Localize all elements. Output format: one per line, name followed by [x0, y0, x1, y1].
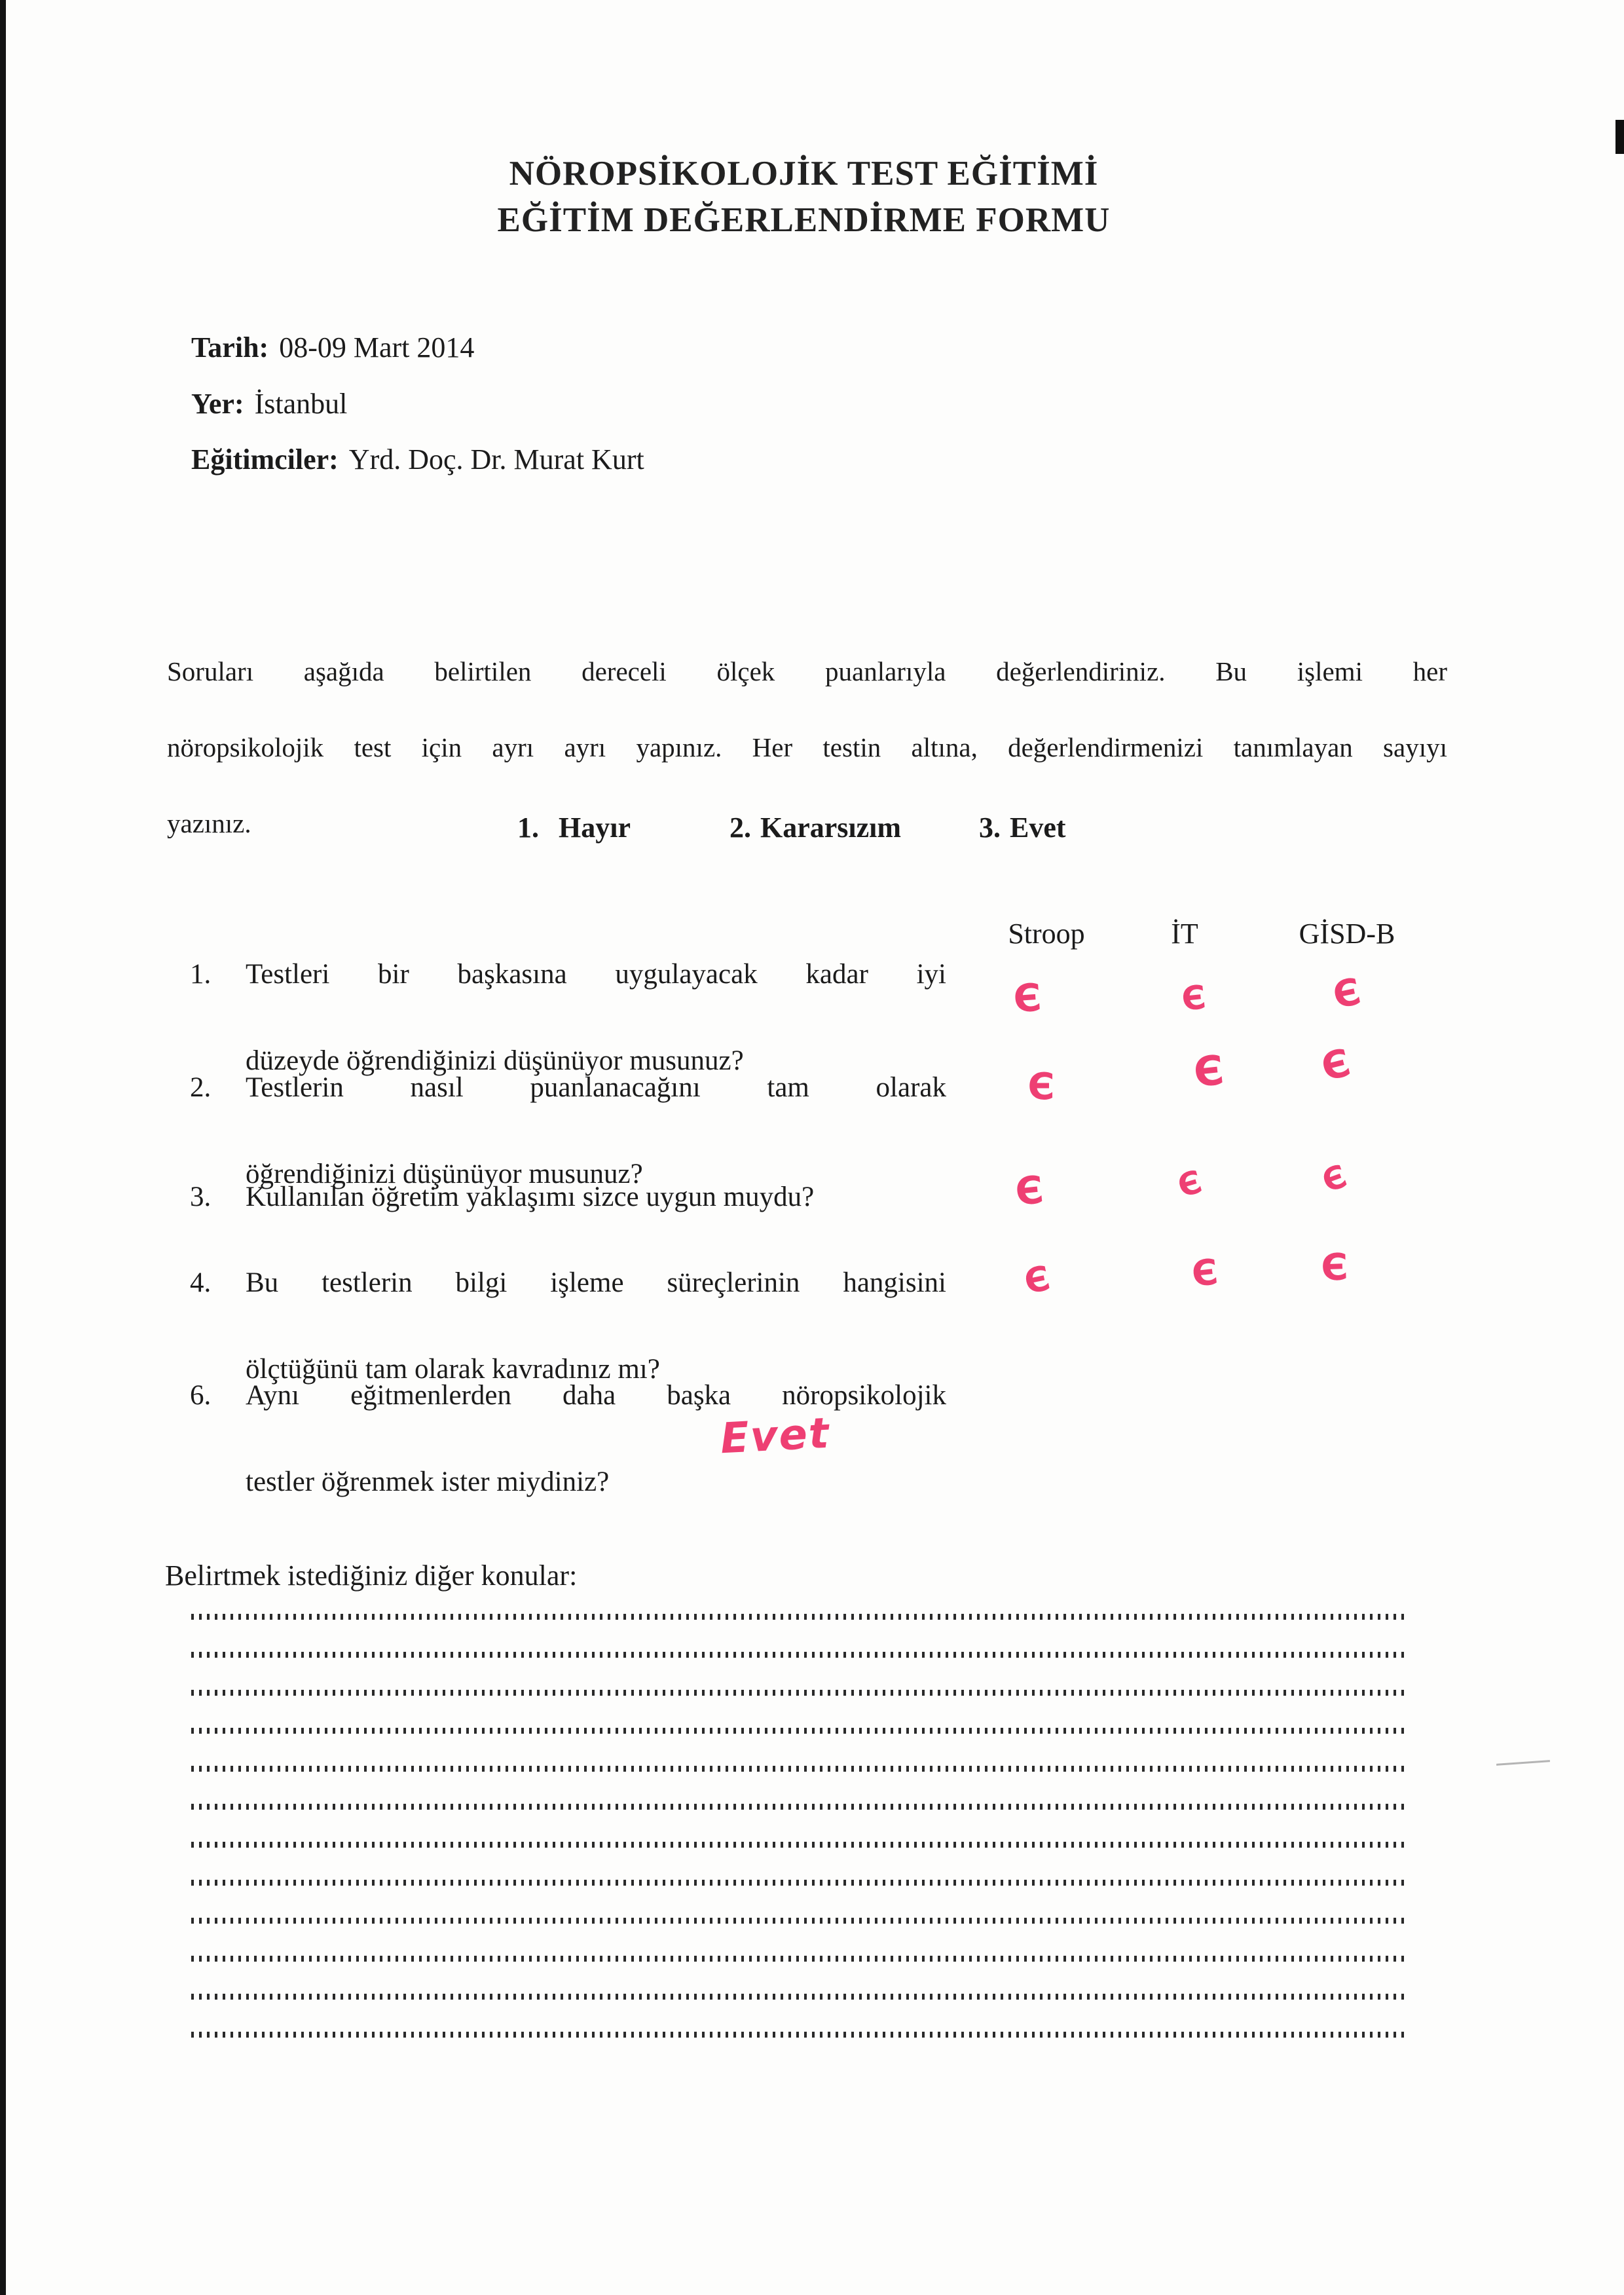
- handwritten-mark-q3-stroop: Є: [1013, 1166, 1046, 1215]
- instructions-line: Soruları aşağıda belirtilen dereceli ölçek puanlarıyla değerlendiriniz. Bu işlemi her: [167, 656, 1447, 686]
- column-header-gisdb: GİSD-B: [1299, 918, 1395, 950]
- handwritten-mark-q4-stroop: Є: [1021, 1258, 1054, 1303]
- question-item-4: [190, 1261, 950, 1391]
- dotted-line: [191, 1766, 1408, 1772]
- form-title: [0, 151, 1608, 244]
- dotted-line: [191, 1880, 1408, 1886]
- dotted-line: [191, 1956, 1408, 1962]
- trainers-value: Yrd. Doç. Dr. Murat Kurt: [348, 443, 644, 476]
- handwritten-mark-q2-stroop: Є: [1027, 1066, 1055, 1108]
- dotted-line: [191, 2032, 1408, 2038]
- place-value: İstanbul: [254, 388, 348, 420]
- question-text: Kullanılan öğretim yaklaşımı sizce uygun muydu?: [246, 1182, 815, 1212]
- scale-option-number: 3.: [979, 812, 1001, 844]
- question-number: 4.: [190, 1267, 212, 1298]
- handwritten-mark-q2-it: Є: [1191, 1045, 1227, 1097]
- column-header-stroop: Stroop: [1008, 918, 1085, 950]
- dotted-line: [191, 1690, 1408, 1696]
- scale-option-label: Hayır: [559, 812, 631, 844]
- question-item-3: [190, 1176, 950, 1219]
- meta-row-date: [191, 331, 474, 364]
- dotted-line: [191, 1994, 1408, 2000]
- scale-option-undecided: [729, 811, 901, 844]
- handwritten-mark-q1-stroop: Є: [1012, 975, 1043, 1022]
- form-title-line2: EĞİTİM DEĞERLENDİRME FORMU: [497, 201, 1111, 239]
- instructions-line: yazınız.: [167, 808, 251, 838]
- handwritten-mark-q1-gisdb: Є: [1329, 970, 1365, 1018]
- dotted-line: [191, 1728, 1408, 1734]
- question-text: Aynı eğitmenlerden daha başka nöropsikolojik testler öğrenmek ister miydiniz?: [246, 1380, 946, 1497]
- meta-row-place: [191, 387, 347, 420]
- scale-option-number: 2.: [729, 812, 751, 844]
- handwritten-mark-q3-it: Є: [1173, 1163, 1206, 1205]
- scan-edge-artifact-left: [0, 0, 6, 2295]
- question-text: Bu testlerin bilgi işleme süreçlerinin hangisini ölçtüğünü tam olarak kavradınız mı?: [246, 1267, 946, 1385]
- scale-option-no: [517, 811, 631, 844]
- stray-pen-dash: [1496, 1760, 1550, 1766]
- question-item-6: [190, 1374, 950, 1504]
- scan-edge-artifact-right: [1615, 120, 1624, 154]
- question-item-1: [190, 953, 950, 1083]
- question-text: Testleri bir başkasına uygulayacak kadar iyi düzeyde öğrendiğinizi düşünüyor musunuz?: [246, 959, 946, 1076]
- handwritten-mark-q2-gisdb: Є: [1317, 1039, 1355, 1091]
- date-label: Tarih:: [191, 331, 269, 364]
- handwritten-mark-q4-gisdb: Є: [1320, 1246, 1349, 1290]
- trainers-label: Eğitimciler:: [191, 443, 339, 476]
- handwritten-answer-q6: Evet: [719, 1409, 832, 1464]
- dotted-line: [191, 1918, 1408, 1924]
- scale-option-label: Evet: [1010, 812, 1066, 844]
- dotted-line: [191, 1614, 1408, 1620]
- question-number: 6.: [190, 1380, 212, 1411]
- question-text: Testlerin nasıl puanlanacağını tam olarak öğrendiğinizi düşünüyor musunuz?: [246, 1072, 946, 1189]
- column-header-it: İT: [1171, 918, 1198, 950]
- dotted-line: [191, 1842, 1408, 1848]
- meta-row-trainers: [191, 443, 644, 476]
- scale-option-number: 1.: [517, 812, 539, 844]
- handwritten-mark-q3-gisdb: Є: [1317, 1157, 1352, 1201]
- handwritten-mark-q4-it: Є: [1189, 1251, 1220, 1295]
- scale-option-yes: [979, 811, 1066, 844]
- date-value: 08-09 Mart 2014: [279, 331, 475, 364]
- scale-option-label: Kararsızım: [760, 812, 902, 844]
- notes-section-label: Belirtmek istediğiniz diğer konular:: [165, 1559, 578, 1592]
- handwritten-mark-q1-it: Є: [1179, 978, 1208, 1018]
- dotted-line: [191, 1804, 1408, 1810]
- question-number: 2.: [190, 1072, 212, 1103]
- instructions-line: nöropsikolojik test için ayrı ayrı yapınız. Her testin altına, değerlendirmenizi tanımlayan sayıyı: [167, 732, 1447, 762]
- form-title-line1: NÖROPSİKOLOJİK TEST EĞİTİMİ: [509, 155, 1099, 193]
- place-label: Yer:: [191, 388, 244, 420]
- question-number: 1.: [190, 959, 212, 990]
- dotted-line: [191, 1652, 1408, 1658]
- question-number: 3.: [190, 1182, 212, 1212]
